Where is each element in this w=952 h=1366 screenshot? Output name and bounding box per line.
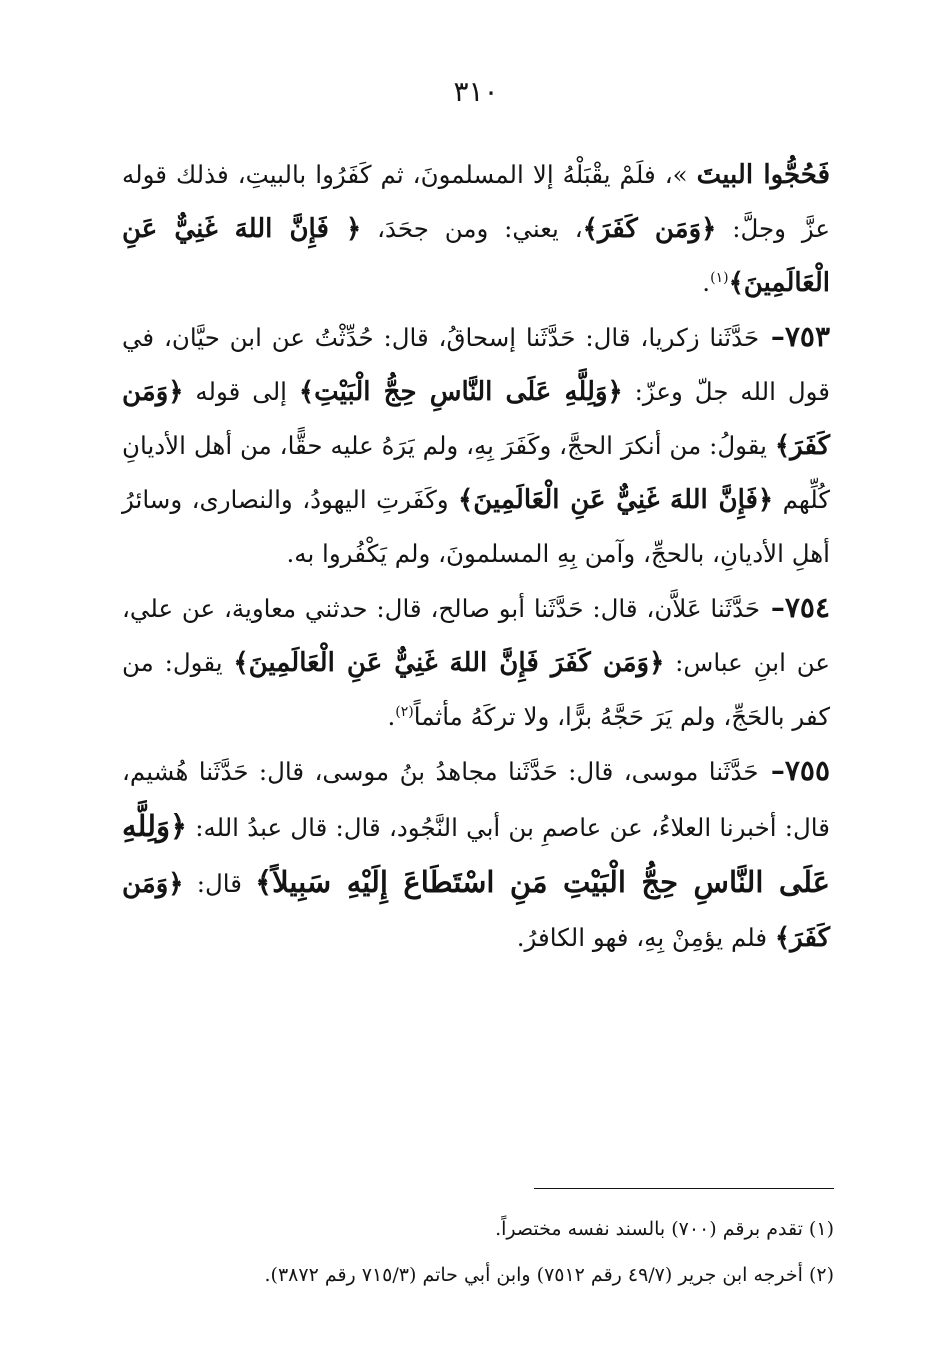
quran-quote: ﴿وَمَن كَفَرَ﴾	[582, 214, 717, 244]
footnote-ref: (٢)	[395, 703, 414, 720]
text-run: يقولُ: من أنكرَ الحجَّ، وكَفَرَ بِهِ، ولم يَرَهُ عليه حقًّا، من أهل الأديانِ كُلِّهم	[122, 431, 830, 514]
quran-quote: ﴿وَمَن كَفَرَ فَإِنَّ اللهَ غَنِيٌّ عَنِ الْعَالَمِينَ﴾	[233, 648, 665, 678]
quran-quote: ﴿وَلِلَّهِ عَلَى النَّاسِ حِجُّ الْبَيْتِ مَنِ اسْتَطَاعَ إِلَيْهِ سَبِيلاً﴾	[122, 809, 830, 899]
hadith-753	[122, 310, 830, 581]
main-text	[122, 148, 830, 965]
footnote-divider	[534, 1188, 834, 1189]
quran-quote: فَحُجُّوا البيتَ	[696, 160, 830, 190]
text-run: وكَفَرتِ اليهودُ، والنصارى، وسائرُ أهلِ الأديانِ، بالحجِّ، وآمن بِهِ المسلمونَ، ولم يَكْفُروا به.	[122, 485, 830, 568]
hadith-755	[122, 744, 830, 965]
quran-quote: ﴿وَلِلَّهِ عَلَى النَّاسِ حِجُّ الْبَيْتِ﴾	[298, 377, 623, 407]
text-run: حَدَّثَنا موسى، قال: حَدَّثَنا مجاهدُ بنُ موسى، قال: حَدَّثَنا هُشيم، قال: أخبرنا العلاءُ، عن عاصمِ بن أبي النَّجُود، قال: قال عبدُ الله:	[122, 757, 830, 842]
quran-quote: ﴿فَإِنَّ اللهَ غَنِيٌّ عَنِ الْعَالَمِينَ﴾	[458, 485, 774, 515]
text-run: حَدَّثَنا عَلاَّن، قال: حَدَّثَنا أبو صالح، قال: حدثني معاوية، عن علي، عن ابنِ عباس:	[122, 594, 831, 677]
text-run: .	[702, 268, 711, 297]
text-run: ، يعني: ومن جحَدَ،	[361, 214, 583, 243]
text-run: .	[387, 702, 396, 731]
hadith-number: ٧٥٣–	[759, 320, 831, 353]
text-run: »، فلَمْ يقْبَلْهُ إلا المسلمونَ، ثم كَفَرُوا بالبيتِ، فذلك قوله عزَّ وجلَّ:	[122, 160, 831, 243]
footnote-2: (٢) أخرجه ابن جرير (٤٩/٧ رقم ٧٥١٢) وابن أبي حاتم (٧١٥/٣ رقم ٣٨٧٢).	[264, 1264, 834, 1286]
hadith-number: ٧٥٤–	[760, 591, 830, 624]
quran-quote: ﴿وَمَن كَفَرَ﴾	[122, 377, 830, 461]
page-number: ٣١٠	[453, 75, 499, 108]
hadith-number: ٧٥٥–	[758, 754, 830, 787]
footnote-1: (١) تقدم برقم (٧٠٠) بالسند نفسه مختصراً.	[495, 1218, 834, 1240]
text-run: يقول: من كفر بالحَجِّ، ولم يَرَ حَجَّهُ برًّا، ولا تركَهُ مأثماً	[122, 648, 830, 731]
paragraph-intro	[122, 148, 830, 310]
footnotes	[114, 1206, 834, 1298]
text-run: حَدَّثَنا زكريا، قال: حَدَّثَنا إسحاقُ، قال: حُدِّثْتُ عن ابن حيَّان، في قول الله جلّ وعزّ:	[122, 323, 830, 406]
hadith-754	[122, 581, 830, 744]
footnote-ref: (١)	[710, 269, 729, 286]
quran-quote: ﴿وَمَن كَفَرَ﴾	[122, 869, 830, 953]
quran-quote: ﴿ فَإِنَّ اللهَ غَنِيٌّ عَنِ الْعَالَمِينَ﴾	[122, 214, 830, 298]
text-run: إلى قوله	[183, 377, 299, 406]
text-run: فلم يؤمِنْ بِهِ، فهو الكافرُ.	[516, 923, 775, 952]
text-run: قال:	[183, 869, 256, 898]
